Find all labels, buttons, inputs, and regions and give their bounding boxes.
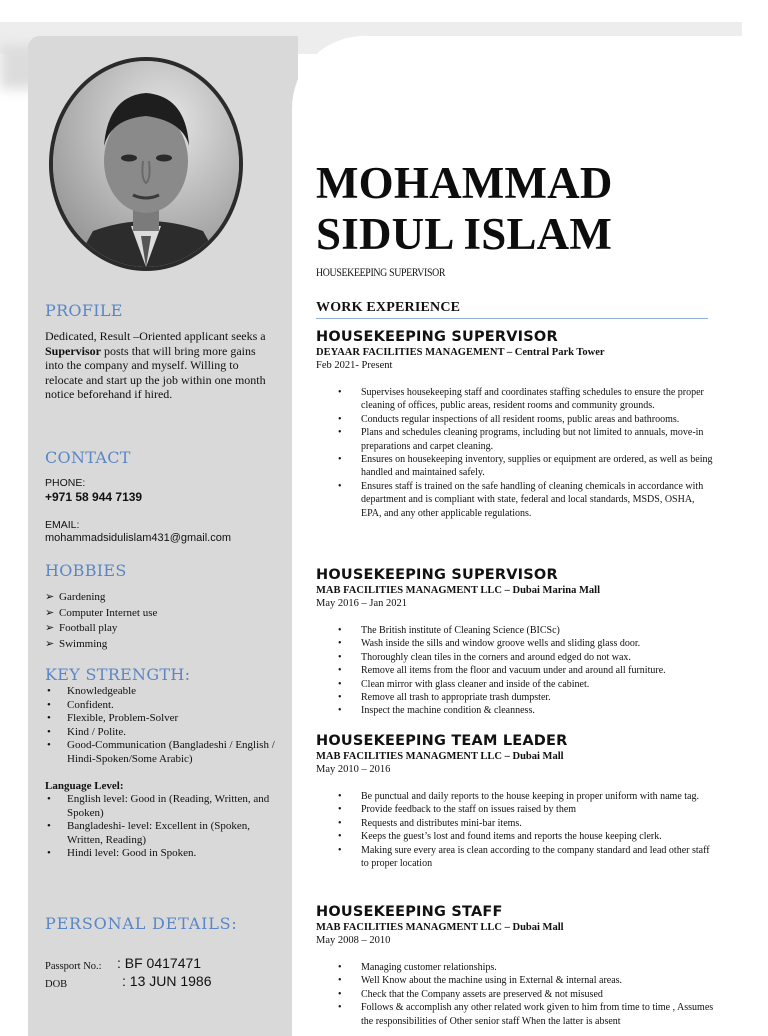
job-duty-text: Thoroughly clean tiles in the corners and around edged do not wax.: [361, 651, 631, 663]
job-duty-text: Clean mirror with glass cleaner and inside of the cabinet.: [361, 678, 590, 690]
bullet-icon: •: [338, 975, 342, 987]
job-duty-item: [316, 678, 716, 691]
bullet-icon: •: [338, 387, 342, 398]
bullet-icon: •: [338, 665, 342, 677]
bullet-icon: •: [338, 804, 342, 816]
bullet-icon: •: [47, 698, 51, 711]
job-duty-text: Ensures staff is trained on the safe handling of cleaning chemicals in accordance with department and is compliant with state, federal and local standards, MSDS, OSHA, EPA, and any other applicable regulations.: [361, 480, 704, 519]
job-duty-item: [316, 691, 716, 704]
job-duty-text: Follows & accomplish any other related work given to him from time to time , Assumes the responsibilities of Other senior staff When the latter is absent: [361, 1002, 714, 1027]
job-entry: [316, 328, 716, 520]
hobby-label: Gardening: [59, 591, 106, 603]
job-duty-item: [316, 480, 716, 520]
hobby-item: [45, 621, 157, 637]
bullet-icon: •: [47, 685, 51, 697]
job-company: MAB FACILITIES MANAGMENT LLC – Dubai Mall: [316, 922, 564, 933]
job-duty-text: Wash inside the sills and window groove wells and sliding glass door.: [361, 638, 641, 650]
bullet-icon: •: [338, 1002, 342, 1014]
bullet-icon: •: [338, 705, 342, 717]
job-duty-text: Ensures on housekeeping inventory, supplies or equipment are ordered, as well as being handled and maintained safely.: [361, 454, 713, 479]
job-duty-text: Remove all items from the floor and vacuum under and around all furniture.: [361, 665, 666, 677]
job-duty-item: [316, 974, 716, 987]
job-duty-text: Be punctual and daily reports to the house keeping in proper uniform with name tag.: [361, 791, 699, 802]
profile-text-end: posts that will bring more gains into the company and myself. Willing to relocate and start up the job within one month notice beforehand if hired.: [45, 343, 266, 401]
list-item-text: Hindi level: Good in Spoken.: [67, 847, 197, 859]
bullet-icon: •: [338, 988, 342, 1000]
name-line-2: SIDUL ISLAM: [316, 209, 613, 259]
profile-text-start: Dedicated, Result –Oriented applicant seeks a: [45, 329, 266, 343]
list-item-text: Flexible, Problem-Solver: [67, 712, 179, 724]
job-duty-item: [316, 426, 716, 453]
bullet-icon: •: [338, 817, 342, 829]
job-duty-item: [316, 386, 716, 413]
section-divider: [316, 318, 708, 319]
language-list: [45, 793, 277, 861]
list-item-text: Good-Communication (Bangladeshi / English / Hindi-Spoken/Some Arabic): [67, 739, 275, 765]
list-item-text: Knowledgeable: [67, 685, 137, 697]
list-item-text: Confident.: [67, 698, 114, 711]
arrow-bullet-icon: ➢: [45, 637, 55, 650]
hobby-label: Football play: [59, 622, 118, 634]
job-entry: [316, 903, 716, 1028]
list-item-text: Kind / Polite.: [67, 725, 126, 738]
job-dates: Feb 2021- Present: [316, 360, 393, 371]
job-duty-item: [316, 844, 716, 871]
candidate-name: [316, 158, 613, 260]
profile-photo: [49, 57, 243, 271]
job-dates: May 2008 – 2010: [316, 935, 391, 946]
job-duty-text: Making sure every area is clean according to the company standard and lead other staff to proper location: [361, 844, 710, 870]
phone-label: PHONE:: [45, 477, 86, 489]
bullet-icon: •: [47, 725, 51, 738]
job-duty-item: [316, 453, 716, 480]
list-item: [45, 793, 277, 820]
bullet-icon: •: [338, 638, 342, 650]
bullet-icon: •: [338, 651, 342, 663]
key-strength-heading: KEY STRENGTH:: [45, 665, 191, 684]
job-title: HOUSEKEEPING SUPERVISOR: [316, 567, 558, 583]
job-duty-text: Supervises housekeeping staff and coordinates staffing schedules to ensure the proper cleaning of offices, public areas, resident rooms and community grounds.: [361, 387, 704, 412]
job-duties-list: [316, 790, 716, 870]
job-title: HOUSEKEEPING STAFF: [316, 904, 503, 920]
job-duty-item: [316, 961, 716, 974]
job-duty-item: [316, 413, 716, 426]
phone-value[interactable]: +971 58 944 7139: [45, 490, 143, 504]
contact-heading: CONTACT: [45, 448, 131, 467]
job-duty-item: [316, 790, 716, 803]
job-entry: [316, 732, 716, 870]
job-duty-text: The British institute of Cleaning Science (BICSc): [361, 625, 560, 636]
dob-label: DOB: [45, 979, 68, 990]
arrow-bullet-icon: ➢: [45, 622, 55, 634]
job-duty-item: [316, 803, 716, 816]
bullet-icon: •: [47, 820, 51, 832]
profile-text-bold: Supervisor: [45, 343, 102, 358]
list-item-text: English level: Good in (Reading, Written, and Spoken): [67, 793, 270, 819]
passport-label: Passport No.:: [45, 961, 102, 972]
work-experience-heading: WORK EXPERIENCE: [316, 300, 461, 315]
job-duty-item: [316, 651, 716, 664]
job-duty-item: [316, 637, 716, 650]
job-title-subtitle: HOUSEKEEPING SUPERVISOR: [316, 265, 446, 279]
bullet-icon: •: [47, 739, 51, 751]
job-duty-text: Remove all trash to appropriate trash dumpster.: [361, 692, 551, 704]
hobby-item: [45, 606, 157, 622]
job-duty-text: Check that the Company assets are preserved & not misused: [361, 988, 603, 1000]
job-title: HOUSEKEEPING TEAM LEADER: [316, 733, 568, 749]
name-line-1: MOHAMMAD: [316, 158, 613, 208]
job-duty-text: Keeps the guest’s lost and found items and reports the house keeping clerk.: [361, 831, 662, 843]
job-duty-item: [316, 988, 716, 1001]
job-duty-text: Managing customer relationships.: [361, 962, 497, 973]
bullet-icon: •: [338, 692, 342, 704]
job-duties-list: [316, 386, 716, 520]
email-value[interactable]: mohammadsidulislam431@gmail.com: [45, 532, 232, 544]
job-duty-text: Plans and schedules cleaning programs, including but not limited to annuals, move-in preparations and carpet cleaning.: [361, 427, 704, 452]
hobby-item: [45, 590, 157, 606]
job-title: HOUSEKEEPING SUPERVISOR: [316, 329, 558, 345]
job-dates: May 2016 – Jan 2021: [316, 598, 407, 609]
job-dates: May 2010 – 2016: [316, 764, 391, 775]
profile-heading: PROFILE: [45, 301, 123, 320]
bullet-icon: •: [47, 793, 51, 805]
job-company: DEYAAR FACILITIES MANAGEMENT – Central Park Tower: [316, 347, 605, 358]
hobbies-heading: HOBBIES: [45, 561, 127, 580]
job-duty-text: Inspect the machine condition & cleanness.: [361, 705, 535, 717]
hobby-label: Swimming: [59, 637, 108, 650]
dob-value: : 13 JUN 1986: [122, 973, 212, 989]
job-duty-item: [316, 830, 716, 843]
bullet-icon: •: [338, 454, 342, 466]
profile-text: [45, 329, 267, 402]
bullet-icon: •: [47, 847, 51, 859]
bullet-icon: •: [338, 413, 342, 425]
job-duties-list: [316, 961, 716, 1028]
email-label: EMAIL:: [45, 519, 80, 531]
job-duty-text: Requests and distributes mini-bar items.: [361, 817, 522, 829]
list-item: [45, 820, 277, 847]
list-item: [45, 685, 277, 699]
key-strength-list: [45, 685, 277, 766]
bullet-icon: •: [47, 712, 51, 724]
list-item: [45, 712, 277, 726]
job-duty-item: [316, 624, 716, 637]
bullet-icon: •: [338, 831, 342, 843]
bullet-icon: •: [338, 427, 342, 439]
passport-value: : BF 0417471: [117, 955, 202, 971]
hobby-item: [45, 637, 157, 653]
list-item: [45, 847, 277, 861]
job-duty-item: [316, 817, 716, 830]
hobby-label: Computer Internet use: [59, 606, 158, 619]
language-heading: Language Level:: [45, 780, 124, 792]
arrow-bullet-icon: ➢: [45, 591, 55, 603]
arrow-bullet-icon: ➢: [45, 606, 55, 619]
job-entry: [316, 566, 716, 718]
list-item: [45, 726, 277, 740]
job-company: MAB FACILITIES MANAGMENT LLC – Dubai Mall: [316, 751, 564, 762]
job-duty-text: Conducts regular inspections of all resident rooms, public areas and bathrooms.: [361, 413, 680, 425]
job-duties-list: [316, 624, 716, 718]
bullet-icon: •: [338, 844, 342, 856]
bullet-icon: •: [338, 480, 342, 492]
list-item-text: Bangladeshi- level: Excellent in (Spoken, Written, Reading): [67, 820, 250, 846]
bullet-icon: •: [338, 678, 342, 690]
bullet-icon: •: [338, 791, 342, 802]
job-duty-text: Provide feedback to the staff on issues raised by them: [361, 804, 577, 816]
hobbies-list: [45, 590, 157, 652]
list-item: [45, 739, 277, 766]
job-duty-item: [316, 664, 716, 677]
personal-details-heading: PERSONAL DETAILS:: [45, 914, 238, 933]
list-item: [45, 699, 277, 713]
job-company: MAB FACILITIES MANAGMENT LLC – Dubai Marina Mall: [316, 585, 601, 596]
job-duty-item: [316, 1001, 716, 1028]
bullet-icon: •: [338, 962, 342, 973]
job-duty-item: [316, 704, 716, 717]
job-duty-text: Well Know about the machine using in External & internal areas.: [361, 975, 623, 987]
bullet-icon: •: [338, 625, 342, 636]
